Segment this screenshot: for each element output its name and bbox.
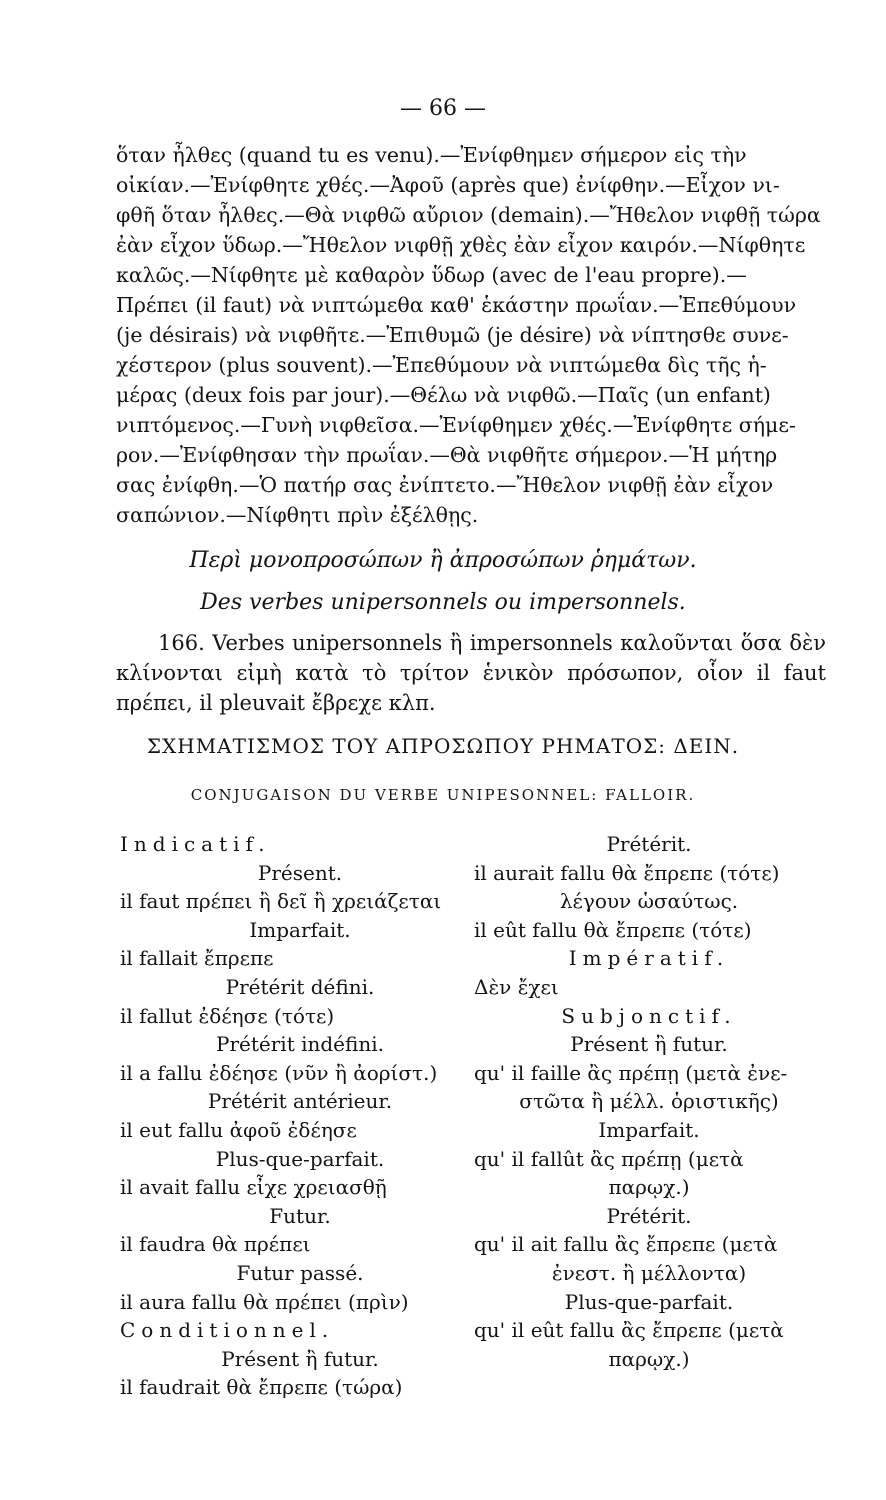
conjugation-tense-label: Imparfait. bbox=[598, 1117, 700, 1142]
conjugation-tense-label: στῶτα ἢ μέλλ. ὁριστικῆς) bbox=[519, 1089, 779, 1114]
conjugation-tense-label: Futur passé. bbox=[236, 1260, 364, 1285]
conjugation-form: il aurait fallu θὰ ἔπρεπε (τότε) bbox=[474, 860, 780, 885]
conjugation-tense-label: Prétérit indéfini. bbox=[216, 1032, 384, 1057]
paragraph-line: καλῶς.—Νίφθητε μὲ καθαρὸν ὕδωρ (avec de l'eau propre).— bbox=[116, 263, 747, 287]
conjugation-tense-label: Indicatif. bbox=[120, 832, 271, 856]
section-heading-french: Des verbes unipersonnels ou impersonnels. bbox=[200, 590, 686, 615]
page-number: — 66 — bbox=[400, 96, 486, 121]
conjugation-left-column bbox=[120, 830, 480, 1402]
paragraph-line: Πρέπει (il faut) νὰ νιπτώμεθα καθ' ἑκάστην πρωΐαν.—Ἐπεθύμουν bbox=[116, 293, 797, 317]
conjugation-heading-greek: ΣΧΗΜΑΤΙΣΜΟΣ ΤΟΥ ΑΠΡΟΣΩΠΟΥ ΡΗΜΑΤΟΣ: ΔΕΙΝ. bbox=[146, 734, 740, 758]
conjugation-form: il eût fallu θὰ ἔπρεπε (τότε) bbox=[474, 917, 752, 942]
conjugation-tense-label: παρῳχ.) bbox=[608, 1175, 690, 1200]
paragraph-line: σας ἐνίφθη.—Ὁ πατήρ σας ἐνίπτετο.—Ἤθελον νιφθῇ ἐὰν εἶχον bbox=[116, 473, 774, 497]
conjugation-form: il avait fallu εἶχε χρειασθῇ bbox=[120, 1175, 387, 1200]
conjugation-form: qu' il eût fallu ἂς ἔπρεπε (μετὰ bbox=[474, 1318, 784, 1343]
paragraph-line: μέρας (deux fois par jour).—Θέλω νὰ νιφθῶ.—Παῖς (un enfant) bbox=[116, 383, 771, 407]
paragraph-line: ἐὰν εἶχον ὕδωρ.—Ἤθελον νιφθῇ χθὲς ἐὰν εἶχον καιρόν.—Νίφθητε bbox=[116, 233, 806, 257]
paragraph-line: νιπτόμενος.—Γυνὴ νιφθεῖσα.—Ἐνίφθημεν χθές.—Ἐνίφθητε σήμε- bbox=[116, 413, 796, 437]
conjugation-tense-label: λέγουν ὡσαύτως. bbox=[559, 889, 739, 914]
paragraph-line: φθῆ ὅταν ἦλθες.—Θὰ νιφθῶ αὔριον (demain).—Ἤθελον νιφθῇ τώρα bbox=[116, 203, 821, 227]
conjugation-form: il faudra θὰ πρέπει bbox=[120, 1232, 311, 1257]
conjugation-tense-label: Présent. bbox=[257, 860, 343, 885]
exercise-paragraph bbox=[116, 140, 826, 530]
conjugation-form: qu' il fallût ἂς πρέπῃ (μετὰ bbox=[474, 1146, 744, 1171]
paragraph-line: ὅταν ἦλθες (quand tu es venu).—Ἐνίφθημεν σήμερον εἰς τὴν bbox=[116, 143, 747, 167]
section-heading-greek: Περὶ μονοπροσώπων ἢ ἀπροσώπων ῥημάτων. bbox=[189, 548, 697, 573]
conjugation-form: qu' il ait fallu ἂς ἔπρεπε (μετὰ bbox=[474, 1232, 778, 1257]
paragraph-line: οἰκίαν.—Ἐνίφθητε χθές.—Ἀφοῦ (après que) ἐνίφθην.—Εἶχον νι- bbox=[116, 173, 780, 197]
conjugation-tense-label: Prétérit défini. bbox=[225, 974, 375, 999]
conjugation-tense-label: Subjonctif. bbox=[561, 1003, 737, 1028]
paragraph-line: (je désirais) νὰ νιφθῆτε.—Ἐπιθυμῶ (je désire) νὰ νίπτησθε συνε- bbox=[116, 323, 789, 347]
conjugation-form: il a fallu ἐδέησε (νῦν ἢ ἀορίστ.) bbox=[120, 1060, 438, 1085]
conjugation-form: il faut πρέπει ἢ δεῖ ἢ χρειάζεται bbox=[120, 889, 442, 914]
conjugation-form: il faudrait θὰ ἔπρεπε (τώρα) bbox=[120, 1375, 403, 1400]
conjugation-tense-label: Imparfait. bbox=[249, 917, 351, 942]
conjugation-tense-label: Prétérit. bbox=[606, 832, 692, 856]
conjugation-form: il eut fallu ἀφοῦ ἐδέησε bbox=[120, 1117, 357, 1142]
conjugation-form: Δὲν ἔχει bbox=[474, 974, 559, 999]
conjugation-form: il fallut ἐδέησε (τότε) bbox=[120, 1003, 335, 1028]
section-166-text: 166. Verbes unipersonnels ἢ impersonnels καλοῦνται ὅσα δὲν κλίνονται εἰμὴ κατὰ τὸ τρίτον ἑνικὸν πρόσωπον, οἷον il faut πρέπει, il pleuvait ἔβρεχε κλπ. bbox=[116, 631, 826, 715]
conjugation-tense-label: Conditionnel. bbox=[120, 1318, 335, 1343]
conjugation-tense-label: Présent ἢ futur. bbox=[221, 1346, 379, 1371]
conjugation-right-column bbox=[474, 830, 824, 1373]
conjugation-tense-label: Prétérit antérieur. bbox=[207, 1089, 393, 1114]
conjugation-tense-label: παρῳχ.) bbox=[608, 1346, 690, 1371]
conjugation-tense-label: Plus-que-parfait. bbox=[215, 1146, 385, 1171]
paragraph-line: ρον.—Ἐνίφθησαν τὴν πρωΐαν.—Θὰ νιφθῆτε σήμερον.—Ἡ μήτηρ bbox=[116, 443, 778, 467]
conjugation-tense-label: ἐνεστ. ἢ μέλλοντα) bbox=[551, 1260, 747, 1285]
conjugation-tense-label: Futur. bbox=[269, 1203, 331, 1228]
paragraph-line: χέστερον (plus souvent).—Ἐπεθύμουν νὰ νιπτώμεθα δὶς τῆς ἡ- bbox=[116, 353, 767, 377]
conjugation-tense-label: Présent ἢ futur. bbox=[570, 1032, 728, 1057]
conjugation-tense-label: Plus-que-parfait. bbox=[564, 1289, 734, 1314]
conjugation-tense-label: Prétérit. bbox=[606, 1203, 692, 1228]
conjugation-form: il aura fallu θὰ πρέπει (πρὶν) bbox=[120, 1289, 409, 1314]
conjugation-form: il fallait ἔπρεπε bbox=[120, 946, 274, 971]
paragraph-line: σαπώνιον.—Νίφθητι πρὶν ἐξέλθῃς. bbox=[116, 503, 479, 527]
conjugation-form: qu' il faille ἂς πρέπῃ (μετὰ ἐνε- bbox=[474, 1060, 788, 1085]
conjugation-tense-label: Impératif. bbox=[568, 946, 730, 971]
conjugation-heading-french: CONJUGAISON DU VERBE UNIPESONNEL: FALLOIR. bbox=[190, 786, 696, 804]
